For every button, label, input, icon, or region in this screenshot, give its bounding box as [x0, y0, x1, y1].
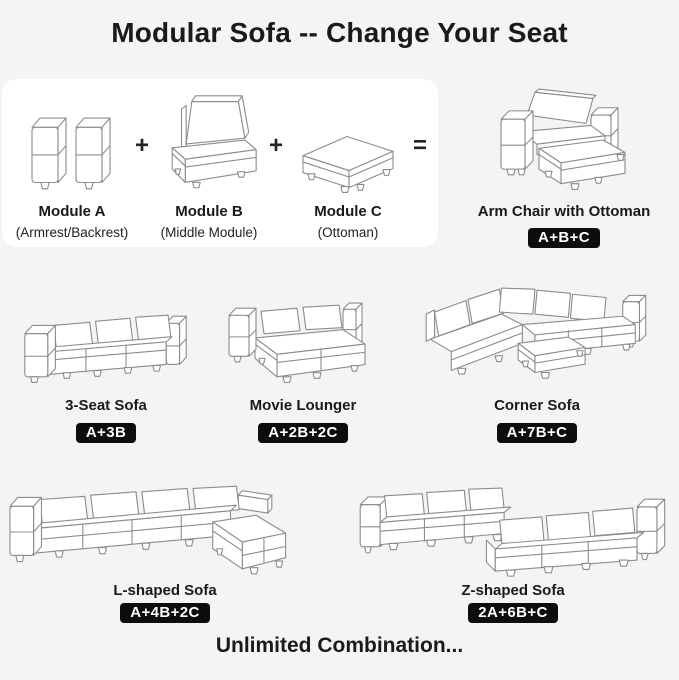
combo-formula-badge: A+B+C: [528, 228, 600, 248]
combo-label: Movie Lounger: [249, 397, 357, 414]
module-b-subtitle: (Middle Module): [160, 225, 258, 240]
armchair-illustration-wrap: [491, 84, 637, 192]
l-shaped-sofa-illustration: [8, 484, 323, 580]
combo-formula-badge: A+4B+2C: [120, 603, 210, 623]
corner-sofa-illustration: [422, 285, 652, 385]
combo-formula-badge: A+2B+2C: [258, 423, 348, 443]
combo-label: Z-shaped Sofa: [461, 582, 565, 599]
modules-card: [2, 79, 438, 247]
module-b-name: Module B: [175, 203, 243, 220]
lounger-illustration-wrap: [227, 297, 379, 385]
module-a-illustration: [24, 102, 120, 194]
module-a-subtitle: (Armrest/Backrest): [15, 225, 129, 240]
module-b-illustration: [161, 90, 258, 194]
combo-label: Corner Sofa: [494, 397, 580, 414]
combo-formula-badge: A+7B+C: [497, 423, 578, 443]
combo-label: L-shaped Sofa: [113, 582, 217, 599]
combo-label: Arm Chair with Ottoman: [477, 203, 651, 220]
three-seat-sofa-illustration: [21, 309, 191, 385]
corner-illustration-wrap: [422, 297, 652, 385]
footer-text: Unlimited Combination...: [215, 634, 464, 657]
module-b-cell: [144, 87, 274, 241]
zshape-illustration-wrap: [358, 479, 668, 580]
combo-3-seat-sofa: [10, 297, 202, 443]
module-c-name: Module C: [314, 203, 382, 220]
equals-sign: =: [412, 132, 427, 159]
lshape-illustration-wrap: [8, 479, 323, 580]
combo-formula-badge: A+3B: [76, 423, 136, 443]
combo-formula-badge: 2A+6B+C: [468, 603, 558, 623]
plus-sign-1: +: [134, 132, 149, 159]
combo-z-shaped-sofa: [356, 479, 670, 623]
module-c-subtitle: (Ottoman): [317, 225, 379, 240]
combo-corner-sofa: [424, 297, 650, 443]
page-title: Modular Sofa -- Change Your Seat: [111, 17, 568, 48]
combo-l-shaped-sofa: [6, 479, 324, 623]
module-c-illustration: [295, 128, 401, 194]
combo-label: 3-Seat Sofa: [65, 397, 147, 414]
module-a-cell: [6, 87, 138, 241]
z-shaped-sofa-illustration: [358, 487, 668, 580]
plus-sign-2: +: [268, 132, 283, 159]
movie-lounger-illustration: [227, 299, 379, 385]
combo-armchair-ottoman: [450, 84, 678, 248]
module-c-cell: [278, 87, 418, 241]
sofa3-illustration-wrap: [21, 297, 191, 385]
module-a-name: Module A: [38, 203, 106, 220]
combo-movie-lounger: [207, 297, 399, 443]
armchair-ottoman-illustration: [491, 88, 637, 192]
